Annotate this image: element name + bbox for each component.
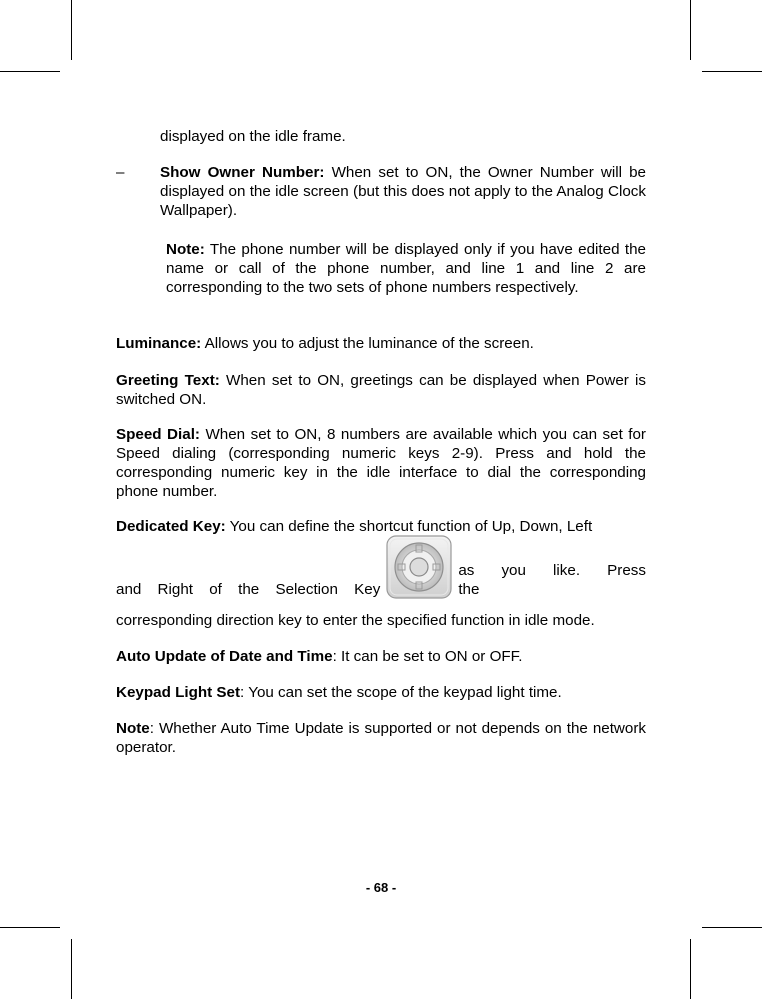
show-owner-number-paragraph	[160, 163, 646, 220]
luminance-text: Allows you to adjust the luminance of the screen.	[201, 335, 534, 352]
note-label: Note:	[166, 241, 205, 258]
dedicated-key-text-c: corresponding direction key to enter the specified function in idle mode.	[116, 612, 595, 629]
note-paragraph	[166, 240, 646, 297]
speed-dial-paragraph	[116, 425, 646, 501]
show-owner-number-label: Show Owner Number:	[160, 164, 325, 181]
crop-mark	[690, 0, 691, 60]
page-number: - 68 -	[365, 880, 397, 895]
crop-mark	[71, 939, 72, 999]
crop-mark	[690, 939, 691, 999]
keypad-light-label: Keypad Light Set	[116, 684, 241, 701]
keypad-light-paragraph	[116, 683, 646, 702]
dedicated-key-label: Dedicated Key:	[116, 518, 226, 535]
dedicated-key-paragraph	[116, 517, 646, 536]
auto-update-text: : It can be set to ON or OFF.	[332, 648, 523, 665]
dedicated-key-text-b: and Right of the Selection Key	[116, 581, 381, 598]
luminance-label: Luminance:	[116, 335, 202, 352]
bullet-dash: –	[116, 164, 125, 181]
crop-mark	[702, 927, 762, 928]
dedicated-key-continuation	[116, 611, 646, 630]
note2-label: Note	[116, 720, 150, 737]
greeting-text-label: Greeting Text:	[116, 372, 220, 389]
auto-update-paragraph	[116, 647, 646, 666]
note-text: The phone number will be displayed only if you have edited the name or call of the phone number, and line 1 and line 2 are corresponding to the two sets of phone numbers respectively.	[166, 241, 646, 296]
crop-mark	[71, 0, 72, 60]
note2-paragraph	[116, 719, 646, 757]
continuation-text: displayed on the idle frame.	[160, 128, 346, 145]
keypad-light-text: : You can set the scope of the keypad light time.	[240, 684, 562, 701]
auto-update-label: Auto Update of Date and Time	[116, 648, 333, 665]
greeting-text-paragraph	[116, 371, 646, 409]
luminance-paragraph	[116, 334, 646, 353]
speed-dial-label: Speed Dial:	[116, 426, 200, 443]
dedicated-key-text: You can define the shortcut function of Up, Down, Left	[225, 518, 593, 535]
crop-mark	[0, 927, 60, 928]
navigation-key-icon	[386, 535, 452, 599]
dedicated-key-line	[116, 535, 646, 599]
continuation-paragraph	[160, 127, 646, 146]
crop-mark	[702, 71, 762, 72]
note2-text: : Whether Auto Time Update is supported or not depends on the network operator.	[116, 720, 646, 756]
speed-dial-text: When set to ON, 8 numbers are available which you can set for Speed dialing (corresponding numeric keys 2-9). Press and hold the corresponding numeric key in the idle interface to dial the corresponding phone number.	[116, 426, 646, 500]
dedicated-key-text-c-start: as you like. Press the	[458, 562, 646, 598]
crop-mark	[0, 71, 60, 72]
greeting-text-text: When set to ON, greetings can be displayed when Power is switched ON.	[116, 372, 646, 408]
show-owner-number-text: When set to ON, the Owner Number will be displayed on the idle screen (but this does not apply to the Analog Clock Wallpaper).	[160, 164, 646, 219]
